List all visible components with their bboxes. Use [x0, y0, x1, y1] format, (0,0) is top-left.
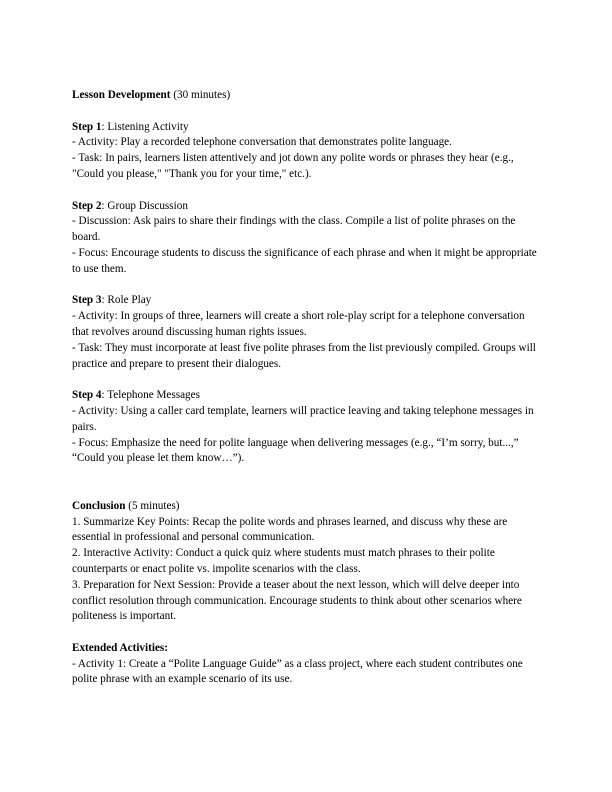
step-1-section: [72, 120, 544, 183]
lesson-development-title: Lesson Development: [72, 89, 171, 101]
extended-activity-1: - Activity 1: Create a “Polite Language Guide” as a class project, where each student contributes one polite phrase with an example scenario of its use.: [72, 657, 523, 686]
step-4-section: [72, 388, 544, 467]
document-page: [72, 88, 544, 688]
step-3-heading: [72, 293, 544, 309]
step-4-title: : Telephone Messages: [101, 389, 200, 402]
step-3-task: - Task: They must incorporate at least five polite phrases from the list previously compiled. Groups will practice and prepare to present their dialogues.: [72, 341, 536, 370]
step-4-focus: - Focus: Emphasize the need for polite language when delivering messages (e.g., “I’m sorry, but...,” “Could you please let them know…”).: [72, 436, 519, 465]
conclusion-heading: [72, 499, 544, 515]
step-1-title: : Listening Activity: [101, 120, 189, 133]
extended-activities-section: [72, 641, 544, 688]
step-3-label: Step 3: [72, 294, 102, 307]
step-2-focus: - Focus: Encourage students to discuss the significance of each phrase and when it might be appropriate to use them.: [72, 246, 537, 275]
step-3-title: : Role Play: [101, 294, 152, 307]
step-2-section: [72, 199, 544, 278]
step-4-label: Step 4: [72, 389, 102, 402]
step-3-activity: - Activity: In groups of three, learners will create a short role-play script for a telephone conversation that revolves around discussing human rights issues.: [72, 310, 525, 338]
conclusion-item-1: 1. Summarize Key Points: Recap the polite words and phrases learned, and discuss why these are essential in professional and personal communication.: [72, 515, 508, 544]
conclusion-item-3: 3. Preparation for Next Session: Provide a teaser about the next lesson, which will delve deeper into conflict resolution through communication. Encourage students to think about other scenarios where politeness is important.: [72, 578, 522, 623]
step-4-activity: - Activity: Using a caller card template, learners will practice leaving and taking telephone messages in pairs.: [72, 404, 534, 433]
step-2-label: Step 2: [72, 199, 102, 212]
step-2-heading: [72, 199, 544, 215]
extended-activities-title: Extended Activities:: [72, 641, 169, 654]
step-1-heading: [72, 120, 544, 136]
conclusion-title: Conclusion: [72, 499, 126, 512]
step-1-label: Step 1: [72, 120, 102, 133]
conclusion-item-2: 2. Interactive Activity: Conduct a quick quiz where students must match phrases to their polite counterparts or enact polite vs. impolite scenarios with the class.: [72, 547, 495, 575]
extended-activities-heading: [72, 641, 544, 657]
step-1-task: - Task: In pairs, learners listen attentively and jot down any polite words or phrases they hear (e.g., "Could you please," "Thank you for your time," etc.).: [72, 152, 514, 180]
conclusion-duration: (5 minutes): [125, 499, 180, 512]
step-4-heading: [72, 388, 544, 404]
step-2-discussion: - Discussion: Ask pairs to share their findings with the class. Compile a list of polite phrases on the board.: [72, 215, 516, 244]
step-3-section: [72, 293, 544, 372]
step-1-activity: - Activity: Play a recorded telephone conversation that demonstrates polite language.: [72, 136, 452, 149]
step-2-title: : Group Discussion: [101, 199, 188, 212]
conclusion-section: [72, 499, 544, 625]
lesson-development-heading: [72, 88, 544, 104]
lesson-development-duration: (30 minutes): [170, 89, 231, 101]
